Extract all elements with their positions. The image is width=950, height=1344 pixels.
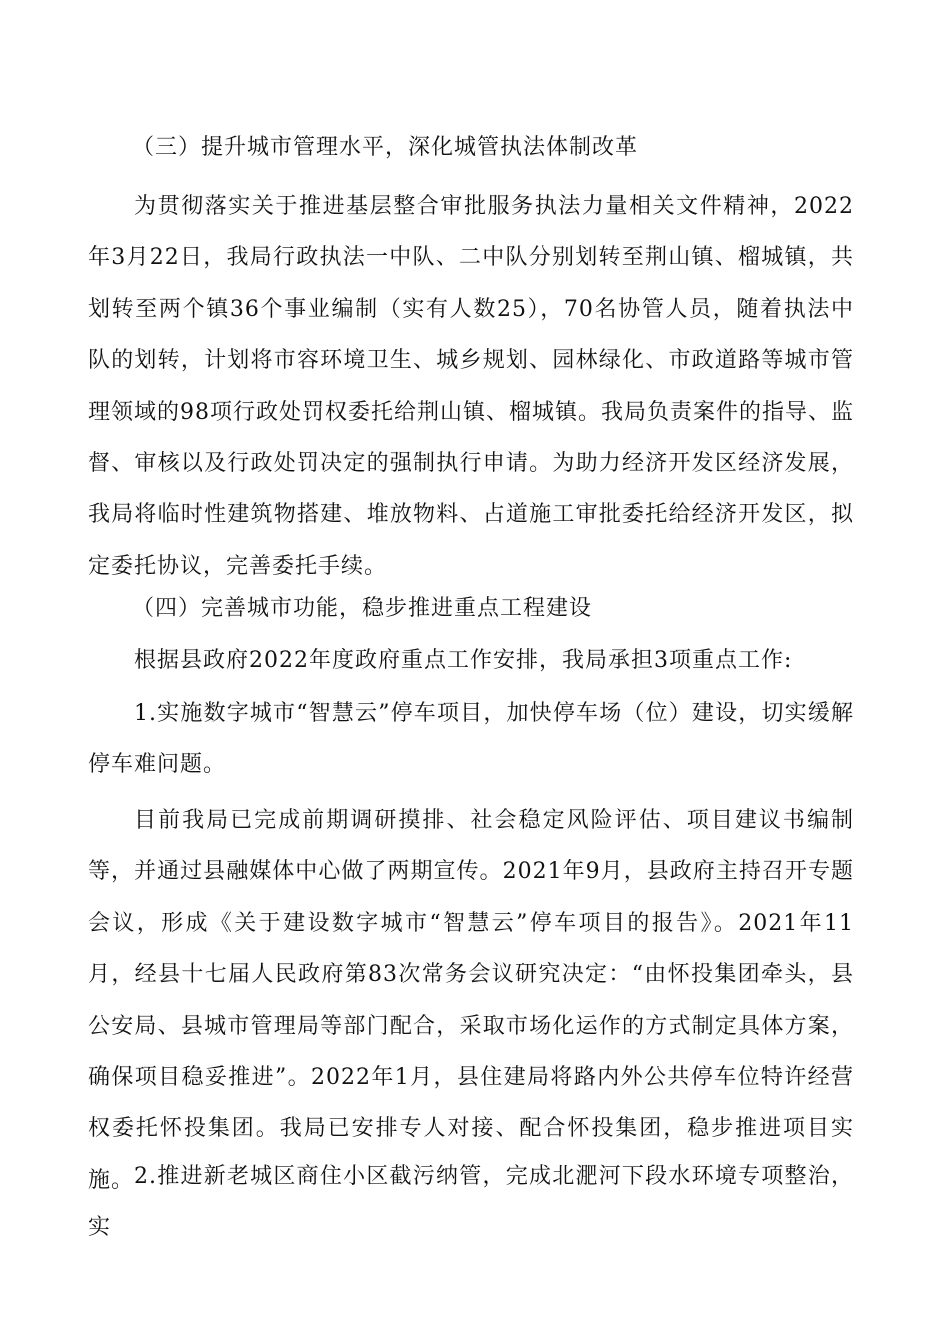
paragraph-4: 目前我局已完成前期调研摸排、社会稳定风险评估、项目建议书编制等，并通过县融媒体中心做了两期宣传。2021年9月，县政府主持召开专题会议，形成《关于建设数字城市“智慧云”停车项目的报告》。2021年11月，经县十七届人民政府第83次常务会议研究决定：“由怀投集团牵头，县公安局、县城市管理局等部门配合，采取市场化运作的方式制定具体方案，确保项目稳妥推进”。2022年1月，县住建局将路内外公共停车位特许经营权委托怀投集团。我局已安排专人对接、配合怀投集团，稳步推进项目实施。 bbox=[88, 808, 854, 1193]
paragraph-3: 1.实施数字城市“智慧云”停车项目，加快停车场（位）建设，切实缓解停车难问题。 bbox=[88, 701, 854, 778]
paragraph-2: 根据县政府2022年度政府重点工作安排，我局承担3项重点工作: bbox=[134, 648, 793, 673]
section-heading-3: （三）提升城市管理水平，深化城管执法体制改革 bbox=[132, 135, 639, 160]
section-heading-4: （四）完善城市功能，稳步推进重点工程建设 bbox=[132, 596, 593, 621]
paragraph-5: 2.推进新老城区商住小区截污纳管，完成北淝河下段水环境专项整治，实 bbox=[88, 1164, 854, 1241]
paragraph-1: 为贯彻落实关于推进基层整合审批服务执法力量相关文件精神，2022年3月22日，我局行政执法一中队、二中队分别划转至荆山镇、榴城镇，共划转至两个镇36个事业编制（实有人数25），70名协管人员，随着执法中队的划转，计划将市容环境卫生、城乡规划、园林绿化、市政道路等城市管理领域的98项行政处罚权委托给荆山镇、榴城镇。我局负责案件的指导、监督、审核以及行政处罚决定的强制执行申请。为助力经济开发区经济发展，我局将临时性建筑物搭建、堆放物料、占道施工审批委托给经济开发区，拟定委托协议，完善委托手续。 bbox=[88, 194, 854, 579]
